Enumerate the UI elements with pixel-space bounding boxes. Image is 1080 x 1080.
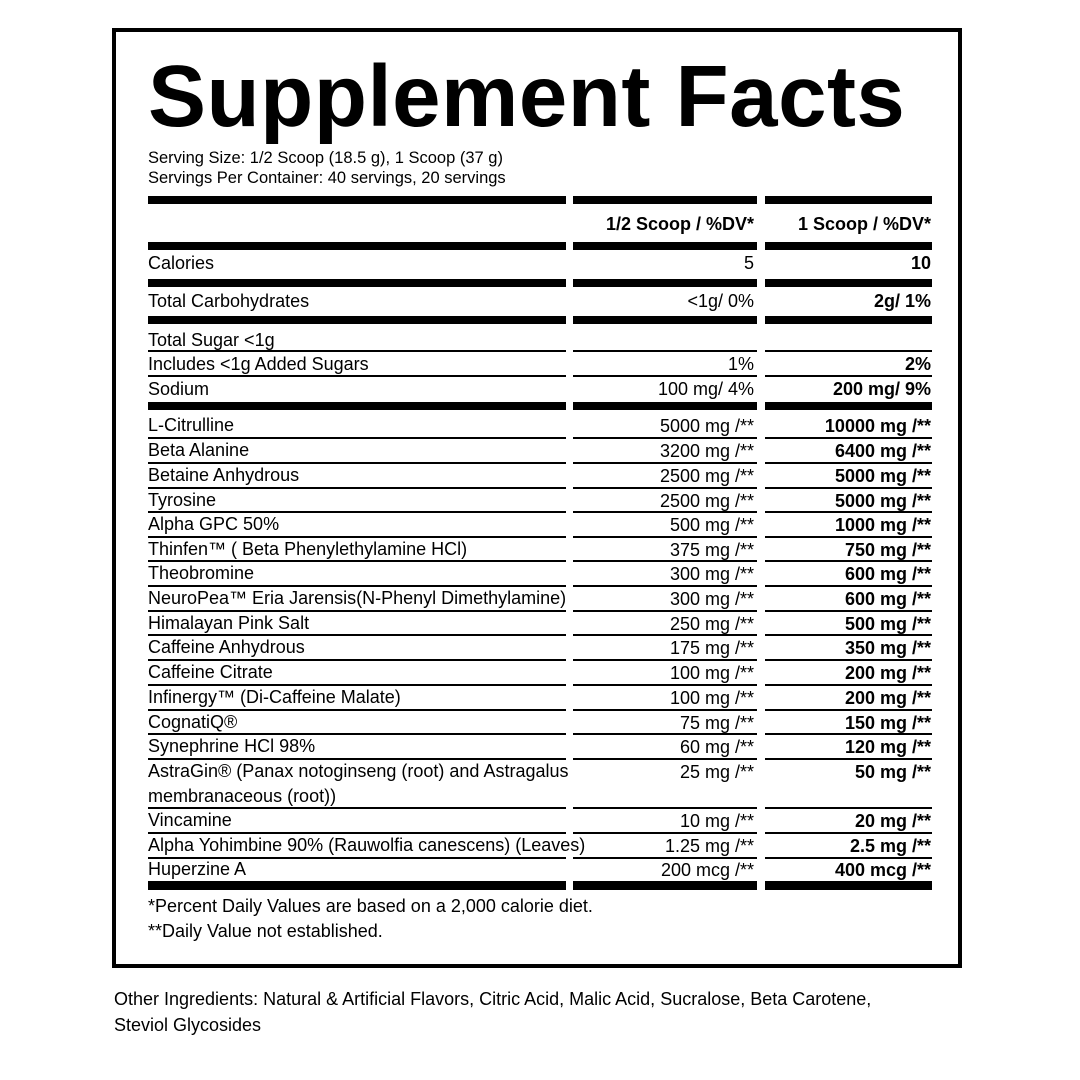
row-rule-segment-1 (148, 881, 566, 890)
header-thick-rule-segment-3 (765, 242, 932, 250)
row-rule-segment-2 (573, 511, 757, 513)
amount-half-scoop: 100 mg /** (669, 688, 754, 708)
row-rule-segment-2 (573, 375, 757, 377)
ingredient-name: Caffeine Citrate (148, 662, 273, 682)
amount-one-scoop: 2g/ 1% (873, 291, 931, 311)
ingredient-name: NeuroPea™ Eria Jarensis(N-Phenyl Dimethylamine) (148, 588, 567, 608)
ingredient-name: AstraGin® (Panax notoginseng (root) and Astragalus (148, 761, 569, 781)
row-rule-segment-3 (765, 487, 932, 489)
row-rule-segment-2 (573, 462, 757, 464)
amount-one-scoop: 500 mg /** (844, 614, 931, 634)
amount-half-scoop: <1g/ 0% (687, 291, 754, 311)
amount-half-scoop: 175 mg /** (669, 638, 754, 658)
row-rule-segment-3 (765, 610, 932, 612)
amount-one-scoop: 2.5 mg /** (849, 836, 931, 856)
amount-one-scoop: 50 mg /** (854, 762, 931, 782)
row-rule-segment-3 (765, 881, 932, 890)
amount-one-scoop: 200 mg /** (844, 663, 931, 683)
amount-half-scoop: 2500 mg /** (659, 466, 754, 486)
ingredient-name: Alpha Yohimbine 90% (Rauwolfia canescens) (Leaves) (148, 835, 586, 855)
amount-one-scoop: 20 mg /** (854, 811, 931, 831)
amount-half-scoop: 250 mg /** (669, 614, 754, 634)
ingredient-name: Alpha GPC 50% (148, 514, 280, 534)
ingredient-name: CognatiQ® (148, 712, 238, 732)
row-rule-segment-1 (148, 279, 566, 287)
row-rule-segment-3 (765, 659, 932, 661)
amount-half-scoop: 60 mg /** (679, 737, 754, 757)
row-rule-segment-2 (573, 881, 757, 890)
amount-half-scoop: 1% (727, 354, 754, 374)
amount-half-scoop: 2500 mg /** (659, 491, 754, 511)
amount-half-scoop: 25 mg /** (679, 762, 754, 782)
row-rule-segment-3 (765, 758, 932, 760)
amount-one-scoop: 600 mg /** (844, 564, 931, 584)
row-rule-segment-3 (765, 511, 932, 513)
ingredient-name: Sodium (148, 379, 210, 399)
row-rule-segment-2 (573, 709, 757, 711)
ingredient-name: L-Citrulline (148, 415, 235, 435)
amount-one-scoop: 1000 mg /** (834, 515, 931, 535)
row-rule-segment-1 (148, 316, 566, 324)
ingredient-name: Caffeine Anhydrous (148, 637, 305, 657)
panel-title: Supplement Facts (148, 48, 906, 145)
row-rule-segment-2 (573, 807, 757, 809)
amount-half-scoop: 75 mg /** (679, 713, 754, 733)
amount-half-scoop: 1.25 mg /** (664, 836, 754, 856)
row-rule-segment-2 (573, 733, 757, 735)
row-rule-segment-3 (765, 375, 932, 377)
row-rule-segment-1 (148, 350, 566, 352)
row-rule-segment-3 (765, 536, 932, 538)
top-thick-rule-segment-3 (765, 196, 932, 204)
row-rule-segment-3 (765, 832, 932, 834)
ingredient-name-cont: membranaceous (root)) (148, 786, 337, 806)
ingredient-name: Himalayan Pink Salt (148, 613, 310, 633)
ingredient-name: Total Carbohydrates (148, 291, 310, 311)
row-rule-segment-3 (765, 684, 932, 686)
amount-one-scoop: 6400 mg /** (834, 441, 931, 461)
amount-one-scoop: 10000 mg /** (824, 416, 931, 436)
amount-half-scoop: 100 mg/ 4% (657, 379, 754, 399)
row-rule-segment-2 (573, 402, 757, 410)
ingredient-name: Includes <1g Added Sugars (148, 354, 369, 374)
amount-half-scoop: 10 mg /** (679, 811, 754, 831)
amount-half-scoop: 3200 mg /** (659, 441, 754, 461)
row-rule-segment-3 (765, 585, 932, 587)
ingredient-name: Huperzine A (148, 859, 247, 879)
amount-half-scoop: 375 mg /** (669, 540, 754, 560)
amount-half-scoop: 100 mg /** (669, 663, 754, 683)
amount-one-scoop: 200 mg/ 9% (832, 379, 931, 399)
amount-half-scoop: 200 mcg /** (660, 860, 754, 880)
footnote-not-established: **Daily Value not established. (148, 921, 383, 941)
ingredient-name: Infinergy™ (Di-Caffeine Malate) (148, 687, 401, 707)
row-rule-segment-3 (765, 437, 932, 439)
row-rule-segment-2 (573, 279, 757, 287)
row-rule-segment-2 (573, 758, 757, 760)
ingredient-name: Total Sugar <1g (148, 330, 275, 350)
amount-one-scoop: 400 mcg /** (834, 860, 931, 880)
top-thick-rule-segment-2 (573, 196, 757, 204)
amount-one-scoop: 10 (910, 253, 931, 273)
top-thick-rule-segment-1 (148, 196, 566, 204)
row-rule-segment-2 (573, 536, 757, 538)
row-rule-segment-2 (573, 487, 757, 489)
amount-one-scoop: 5000 mg /** (834, 491, 931, 511)
row-rule-segment-2 (573, 316, 757, 324)
row-rule-segment-2 (573, 585, 757, 587)
amount-one-scoop: 120 mg /** (844, 737, 931, 757)
row-rule-segment-1 (148, 375, 566, 377)
amount-one-scoop: 2% (904, 354, 931, 374)
amount-one-scoop: 5000 mg /** (834, 466, 931, 486)
amount-one-scoop: 600 mg /** (844, 589, 931, 609)
other-ingredients: Other Ingredients: Natural & Artificial Flavors, Citric Acid, Malic Acid, Sucralose, Beta Carotene, Steviol Glycosides (114, 989, 872, 1035)
ingredient-name: Thinfen™ ( Beta Phenylethylamine HCl) (148, 539, 468, 559)
amount-one-scoop: 200 mg /** (844, 688, 931, 708)
row-rule-segment-3 (765, 350, 932, 352)
row-rule-segment-3 (765, 279, 932, 287)
amount-half-scoop: 5000 mg /** (659, 416, 754, 436)
row-rule-segment-2 (573, 437, 757, 439)
amount-half-scoop: 300 mg /** (669, 589, 754, 609)
amount-half-scoop: 500 mg /** (669, 515, 754, 535)
ingredient-name: Tyrosine (148, 490, 217, 510)
serving-size: Serving Size: 1/2 Scoop (18.5 g), 1 Scoop (37 g) (148, 149, 503, 167)
amount-one-scoop: 750 mg /** (844, 540, 931, 560)
row-rule-segment-2 (573, 610, 757, 612)
row-rule-segment-2 (573, 659, 757, 661)
ingredient-name: Synephrine HCl 98% (148, 736, 316, 756)
amount-one-scoop: 150 mg /** (844, 713, 931, 733)
amount-half-scoop: 300 mg /** (669, 564, 754, 584)
header-thick-rule-segment-1 (148, 242, 566, 250)
footnote-daily-value: *Percent Daily Values are based on a 2,000 calorie diet. (148, 896, 593, 916)
servings-per-container: Servings Per Container: 40 servings, 20 servings (148, 169, 506, 187)
row-rule-segment-2 (573, 684, 757, 686)
row-rule-segment-3 (765, 402, 932, 410)
ingredient-name: Betaine Anhydrous (148, 465, 300, 485)
row-rule-segment-3 (765, 560, 932, 562)
header-thick-rule-segment-2 (573, 242, 757, 250)
row-rule-segment-3 (765, 709, 932, 711)
ingredient-name: Calories (148, 253, 215, 273)
row-rule-segment-3 (765, 462, 932, 464)
amount-one-scoop: 350 mg /** (844, 638, 931, 658)
ingredient-name: Vincamine (148, 810, 232, 830)
ingredient-name: Beta Alanine (148, 440, 250, 460)
ingredient-name: Theobromine (148, 563, 255, 583)
row-rule-segment-1 (148, 402, 566, 410)
row-rule-segment-3 (765, 733, 932, 735)
row-rule-segment-2 (573, 634, 757, 636)
column-header-one-scoop: 1 Scoop / %DV* (797, 214, 931, 234)
row-rule-segment-2 (573, 832, 757, 834)
amount-half-scoop: 5 (743, 253, 754, 273)
row-rule-segment-3 (765, 634, 932, 636)
row-rule-segment-3 (765, 807, 932, 809)
row-rule-segment-3 (765, 316, 932, 324)
column-header-half-scoop: 1/2 Scoop / %DV* (605, 214, 754, 234)
row-rule-segment-2 (573, 560, 757, 562)
row-rule-segment-2 (573, 350, 757, 352)
